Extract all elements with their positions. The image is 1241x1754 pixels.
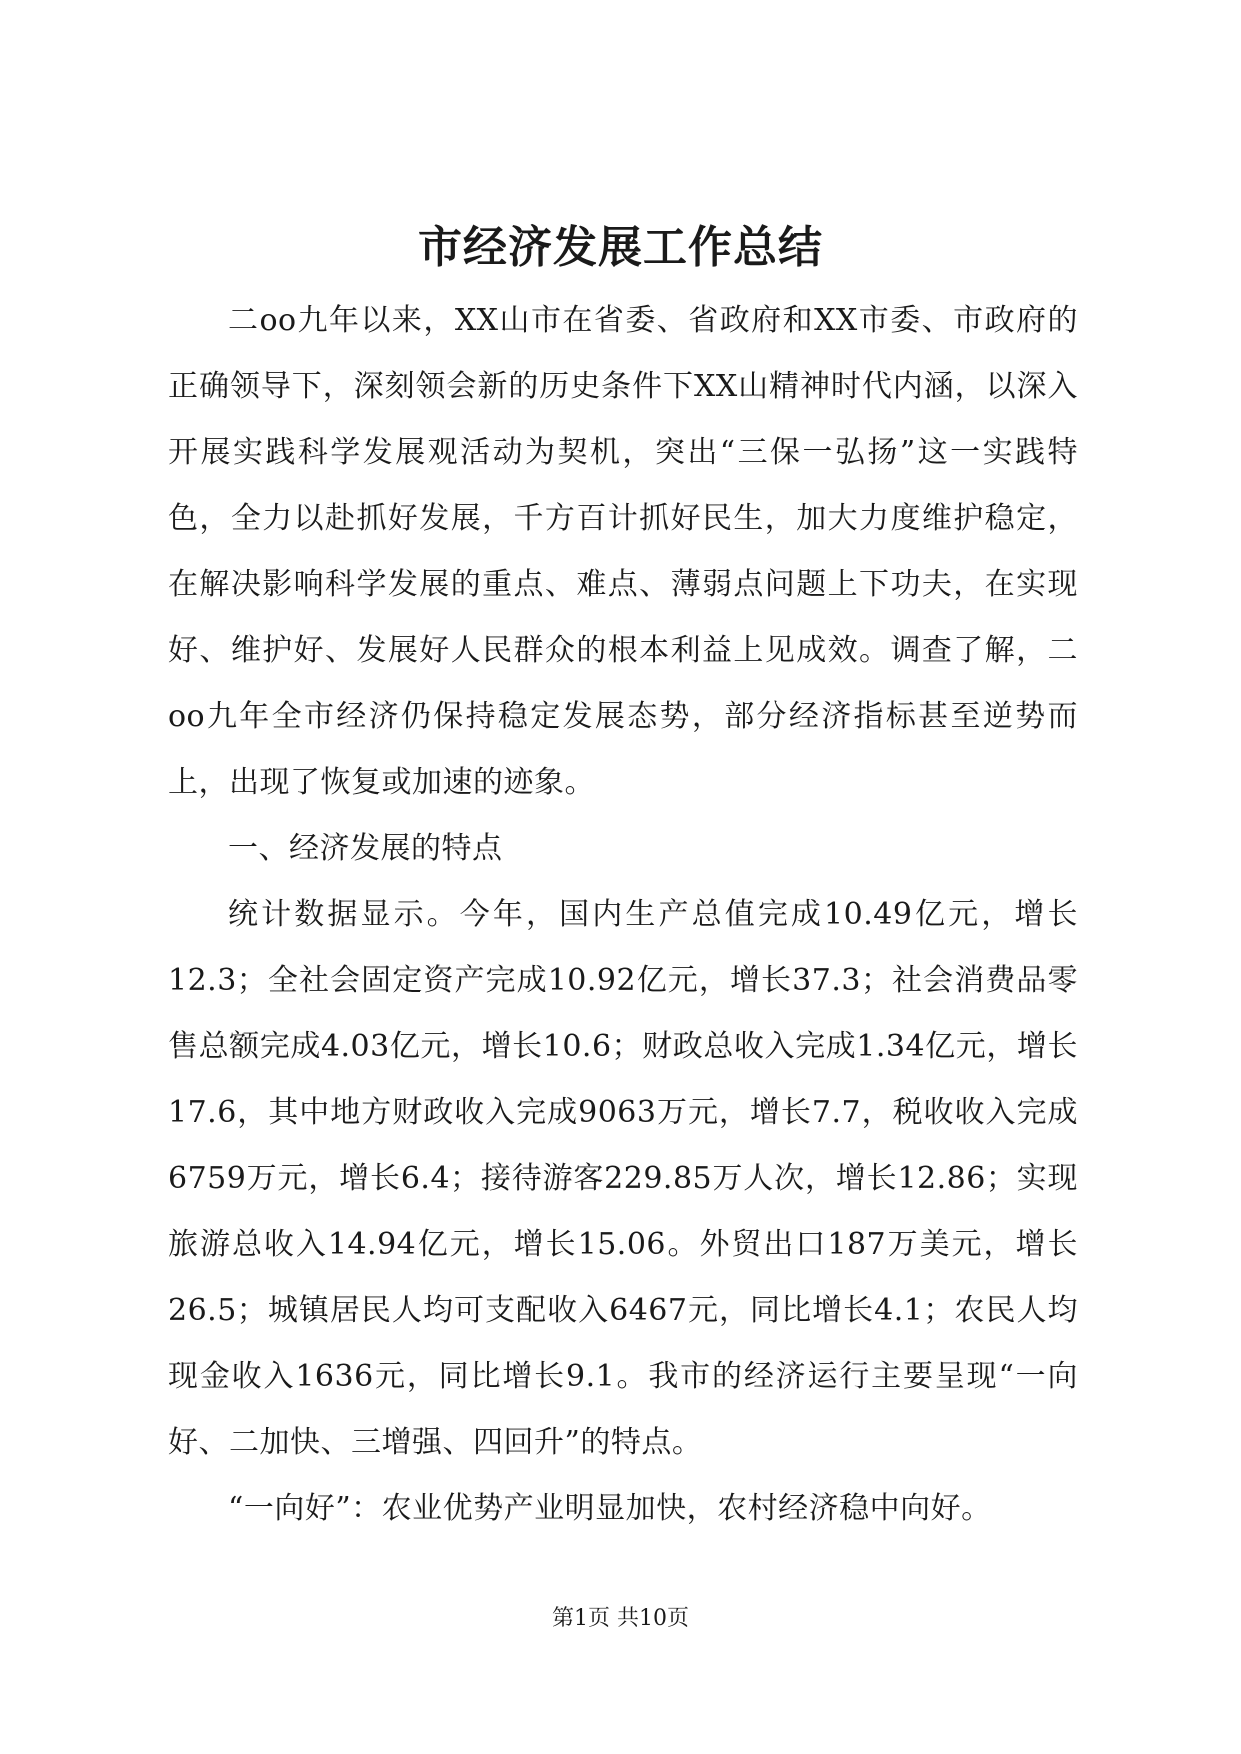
paragraph-first-point: “一向好”：农业优势产业明显加快，农村经济稳中向好。 — [228, 1491, 992, 1526]
paragraph-intro: 二oo九年以来，XX山市在省委、省政府和XX市委、市政府的正确领导下，深刻领会新的历史条件下XX山精神时代内涵，以深入开展实践科学发展观活动为契机，突出“三保一弘扬”这一实践特色，全力以赴抓好发展，千方百计抓好民生，加大力度维护稳定，在解决影响科学发展的重点、难点、薄弱点问题上下功夫，在实现好、维护好、发展好人民群众的根本利益上见成效。调查了解，二oo九年全市经济仍保持稳定发展态势，部分经济指标甚至逆势而上，出现了恢复或加速的迹象。 — [168, 303, 1078, 800]
section-heading: 一、经济发展的特点 — [228, 831, 503, 866]
page-footer: 第1页 共10页 — [552, 1606, 689, 1631]
paragraph-statistics: 统计数据显示。今年，国内生产总值完成10.49亿元，增长12.3；全社会固定资产完成10.92亿元，增长37.3；社会消费品零售总额完成4.03亿元，增长10.6；财政总收入完成1.34亿元，增长17.6，其中地方财政收入完成9063万元，增长7.7，税收收入完成6759万元，增长6.4；接待游客229.85万人次，增长12.86；实现旅游总收入14.94亿元，增长15.06。外贸出口187万美元，增长26.5；城镇居民人均可支配收入6467元，同比增长4.1；农民人均现金收入1636元，同比增长9.1。我市的经济运行主要呈现“一向好、二加快、三增强、四回升”的特点。 — [168, 897, 1078, 1460]
document-body — [168, 288, 1078, 1542]
document-title: 市经济发展工作总结 — [418, 222, 823, 273]
